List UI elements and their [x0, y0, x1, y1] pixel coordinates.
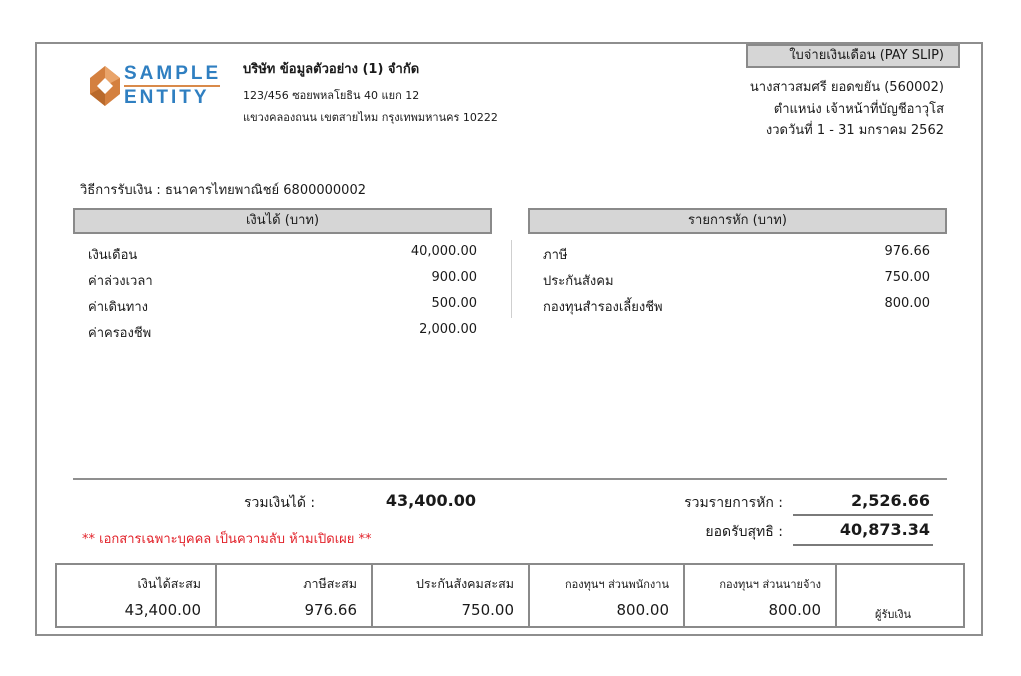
income-amount: 500.00 [431, 296, 477, 311]
income-label: ค่าล่วงเวลา [88, 274, 153, 289]
deductions-list [543, 244, 930, 322]
recipient-signature-cell [837, 565, 963, 626]
income-label: เงินเดือน [88, 248, 138, 263]
accumulated-value: 800.00 [768, 601, 821, 619]
income-row [88, 270, 477, 296]
totals-separator [73, 478, 947, 480]
accumulated-label: กองทุนฯ ส่วนพนักงาน [565, 578, 669, 591]
income-row [88, 244, 477, 270]
income-row [88, 296, 477, 322]
accumulated-value: 43,400.00 [124, 601, 201, 619]
employee-position: ตำแหน่ง เจ้าหน้าที่บัญชีอาวุโส [773, 102, 944, 117]
recipient-label: ผู้รับเงิน [875, 608, 911, 621]
accumulated-value: 750.00 [461, 601, 514, 619]
accumulated-value: 976.66 [304, 601, 357, 619]
accumulated-table [55, 563, 965, 628]
logo-diamond-icon [88, 64, 122, 108]
accumulated-cell-tax [217, 565, 373, 626]
employee-name: นางสาวสมศรี ยอดขยัน (560002) [749, 80, 944, 95]
accumulated-cell-fund-employer [685, 565, 837, 626]
column-divider [511, 240, 512, 318]
total-deductions-value: 2,526.66 [851, 491, 930, 510]
accumulated-cell-social-security [373, 565, 530, 626]
net-pay-value: 40,873.34 [839, 520, 930, 539]
total-income-value: 43,400.00 [385, 491, 476, 510]
income-row [88, 322, 477, 348]
deduction-row [543, 244, 930, 270]
accumulated-value: 800.00 [616, 601, 669, 619]
payslip-title: ใบจ่ายเงินเดือน (PAY SLIP) [746, 44, 960, 68]
company-name: บริษัท ข้อมูลตัวอย่าง (1) จำกัด [243, 62, 420, 77]
accumulated-label: ประกันสังคมสะสม [415, 576, 514, 591]
deduction-amount: 800.00 [884, 296, 930, 311]
company-address-line1: 123/456 ซอยพหลโยธิน 40 แยก 12 [243, 89, 420, 102]
total-deductions-label: รวมรายการหัก : [684, 495, 783, 511]
net-pay-label: ยอดรับสุทธิ : [705, 524, 783, 540]
accumulated-label: กองทุนฯ ส่วนนายจ้าง [719, 578, 821, 591]
income-amount: 2,000.00 [419, 322, 477, 337]
accumulated-label: ภาษีสะสม [303, 576, 357, 591]
income-label: ค่าเดินทาง [88, 300, 148, 315]
total-deductions-underline [793, 514, 933, 516]
deduction-row [543, 296, 930, 322]
confidential-note: ** เอกสารเฉพาะบุคคล เป็นความลับ ห้ามเปิดเผย ** [82, 532, 372, 547]
payment-method: วิธีการรับเงิน : ธนาคารไทยพาณิชย์ 6800000002 [80, 183, 366, 198]
deduction-row [543, 270, 930, 296]
deduction-label: กองทุนสำรองเลี้ยงชีพ [543, 300, 663, 315]
income-list [88, 244, 477, 348]
total-income-label: รวมเงินได้ : [244, 495, 316, 511]
accumulated-cell-income [57, 565, 217, 626]
accumulated-cell-fund-employee [530, 565, 685, 626]
deduction-label: ประกันสังคม [543, 274, 614, 289]
pay-period: งวดวันที่ 1 - 31 มกราคม 2562 [765, 123, 944, 138]
deduction-amount: 976.66 [884, 244, 930, 259]
deductions-heading: รายการหัก (บาท) [528, 208, 947, 234]
company-logo [88, 62, 228, 110]
company-address-line2: แขวงคลองถนน เขตสายไหม กรุงเทพมหานคร 10222 [243, 111, 498, 124]
income-amount: 900.00 [431, 270, 477, 285]
income-label: ค่าครองชีพ [88, 326, 152, 341]
deduction-amount: 750.00 [884, 270, 930, 285]
income-heading: เงินได้ (บาท) [73, 208, 492, 234]
logo-text-sample: SAMPLE [124, 63, 222, 84]
accumulated-label: เงินได้สะสม [137, 576, 201, 591]
deduction-label: ภาษี [543, 248, 568, 263]
income-amount: 40,000.00 [410, 244, 477, 259]
logo-text-entity: ENTITY [124, 87, 210, 108]
net-pay-underline [793, 544, 933, 546]
